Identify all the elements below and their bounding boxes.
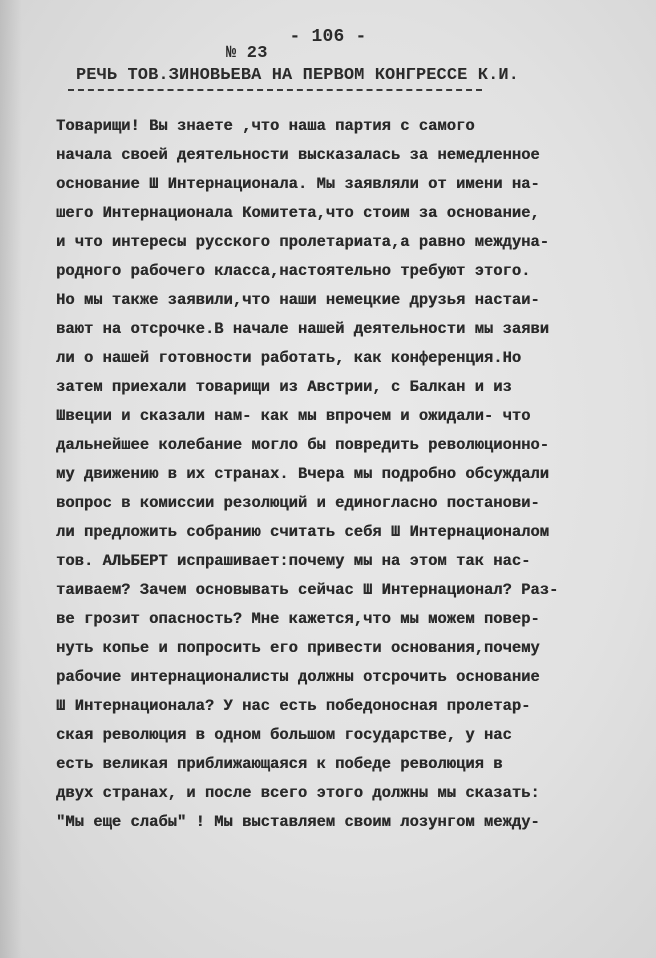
scan-edge-shadow <box>0 0 22 958</box>
text-line: тов. АЛЬБЕРТ испрашивает:почему мы на этом так нас- <box>56 552 531 570</box>
text-line: рабочие интернационалисты должны отсрочить основание <box>56 668 540 686</box>
text-line: Товарищи! Вы знаете ,что наша партия с самого <box>56 117 475 135</box>
text-line: двух странах, и после всего этого должны мы сказать: <box>56 784 540 802</box>
text-line: и что интересы русского пролетариата,а равно междуна- <box>56 233 549 251</box>
text-line: затем приехали товарищи из Австрии, с Балкан и из <box>56 378 512 396</box>
text-line: ская революция в одном большом государстве, у нас <box>56 726 512 744</box>
text-line: начала своей деятельности высказалась за немедленное <box>56 146 540 164</box>
text-line: родного рабочего класса,настоятельно требуют этого. <box>56 262 531 280</box>
text-line: нуть копье и попросить его привести основания,почему <box>56 639 540 657</box>
document-number: № 23 <box>226 44 268 63</box>
text-line: му движению в их странах. Вчера мы подробно обсуждали <box>56 465 549 483</box>
text-line: Но мы также заявили,что наши немецкие друзья настаи- <box>56 291 540 309</box>
document-title: РЕЧЬ ТОВ.ЗИНОВЬЕВА НА ПЕРВОМ КОНГРЕССЕ К.И. <box>76 66 519 85</box>
text-line: Ш Интернационала? У нас есть победоносная пролетар- <box>56 697 531 715</box>
text-line: ве грозит опасность? Мне кажется,что мы можем повер- <box>56 610 540 628</box>
text-line: ли предложить собранию считать себя Ш Интернационалом <box>56 523 549 541</box>
page-number: - 106 - <box>289 27 367 47</box>
text-line: вают на отсрочке.В начале нашей деятельности мы заяви <box>56 320 549 338</box>
text-line: вопрос в комиссии резолюций и единогласно постанови- <box>56 494 540 512</box>
text-line: дальнейшее колебание могло бы повредить революционно- <box>56 436 549 454</box>
text-line: ли о нашей готовности работать, как конференция.Но <box>56 349 522 367</box>
text-line: шего Интернационала Комитета,что стоим за основание, <box>56 204 540 222</box>
text-line: Швеции и сказали нам- как мы впрочем и ожидали- что <box>56 407 531 425</box>
text-line: "Мы еще слабы" ! Мы выставляем своим лозунгом между- <box>56 813 540 831</box>
text-line: таиваем? Зачем основывать сейчас Ш Интернационал? Раз- <box>56 581 559 599</box>
speech-text <box>56 112 576 837</box>
title-underline <box>68 89 482 91</box>
text-line: основание Ш Интернационала. Мы заявляли от имени на- <box>56 175 540 193</box>
text-line: есть великая приближающаяся к победе революция в <box>56 755 503 773</box>
